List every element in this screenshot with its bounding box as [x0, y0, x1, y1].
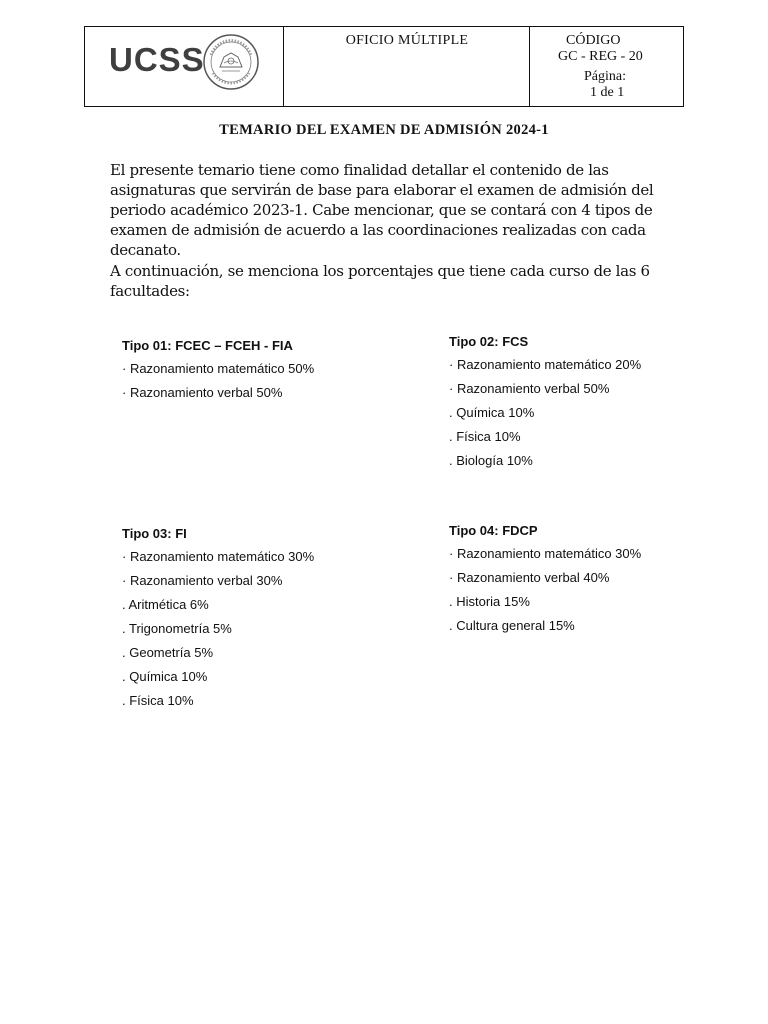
subject-item: . Física 10%: [122, 693, 194, 708]
subject-item: · Razonamiento verbal 30%: [122, 573, 283, 588]
subject-item: · Razonamiento matemático 30%: [449, 546, 642, 561]
subject-item: · Razonamiento verbal 50%: [122, 385, 283, 400]
subject-item: . Física 10%: [449, 429, 521, 444]
exam-type-01: [122, 338, 314, 408]
subject-item: . Biología 10%: [449, 453, 533, 468]
subject-item: · Razonamiento matemático 30%: [122, 549, 315, 564]
subject-item: · Razonamiento matemático 20%: [449, 357, 642, 372]
office-cell: [283, 27, 530, 106]
code-cell: [529, 27, 683, 106]
exam-type-heading: Tipo 02: FCS: [449, 334, 529, 349]
code-label: CÓDIGO: [566, 33, 621, 48]
subject-item: . Química 10%: [449, 405, 535, 420]
document-title: TEMARIO DEL EXAMEN DE ADMISIÓN 2024-1: [219, 122, 549, 138]
page-label: Página:: [584, 69, 626, 84]
subject-item: . Aritmética 6%: [122, 597, 209, 612]
university-seal-icon: [202, 33, 260, 91]
exam-type-heading: Tipo 04: FDCP: [449, 523, 538, 538]
subject-item: . Geometría 5%: [122, 645, 214, 660]
code-value: GC - REG - 20: [558, 49, 643, 64]
exam-type-03: [122, 526, 314, 716]
subject-item: · Razonamiento verbal 50%: [449, 381, 610, 396]
page-value: 1 de 1: [590, 85, 625, 100]
document-header: [84, 26, 684, 107]
subject-item: . Cultura general 15%: [449, 618, 575, 633]
subject-item: . Química 10%: [122, 669, 208, 684]
percentages-paragraph: A continuación, se menciona los porcentajes que tiene cada curso de las 6 facultades:: [110, 262, 650, 300]
exam-type-02: [449, 334, 641, 476]
ucss-logo: UCSS: [109, 41, 205, 78]
subject-item: . Trigonometría 5%: [122, 621, 232, 636]
subject-item: · Razonamiento matemático 50%: [122, 361, 315, 376]
exam-type-04: [449, 523, 641, 641]
intro-paragraph: El presente temario tiene como finalidad detallar el contenido de las asignaturas que servirán de base para elaborar el examen de admisión del periodo académico 2023-1. Cabe mencionar, que se contará con 4 tipos de examen de admisión de acuerdo a las coordinaciones realizadas con cada decanato.: [110, 161, 654, 259]
exam-type-heading: Tipo 03: FI: [122, 526, 187, 541]
subject-item: · Razonamiento verbal 40%: [449, 570, 610, 585]
subject-item: . Historia 15%: [449, 594, 530, 609]
office-title: OFICIO MÚLTIPLE: [345, 33, 469, 48]
exam-type-heading: Tipo 01: FCEC – FCEH - FIA: [122, 338, 293, 353]
logo-cell: [85, 27, 283, 106]
